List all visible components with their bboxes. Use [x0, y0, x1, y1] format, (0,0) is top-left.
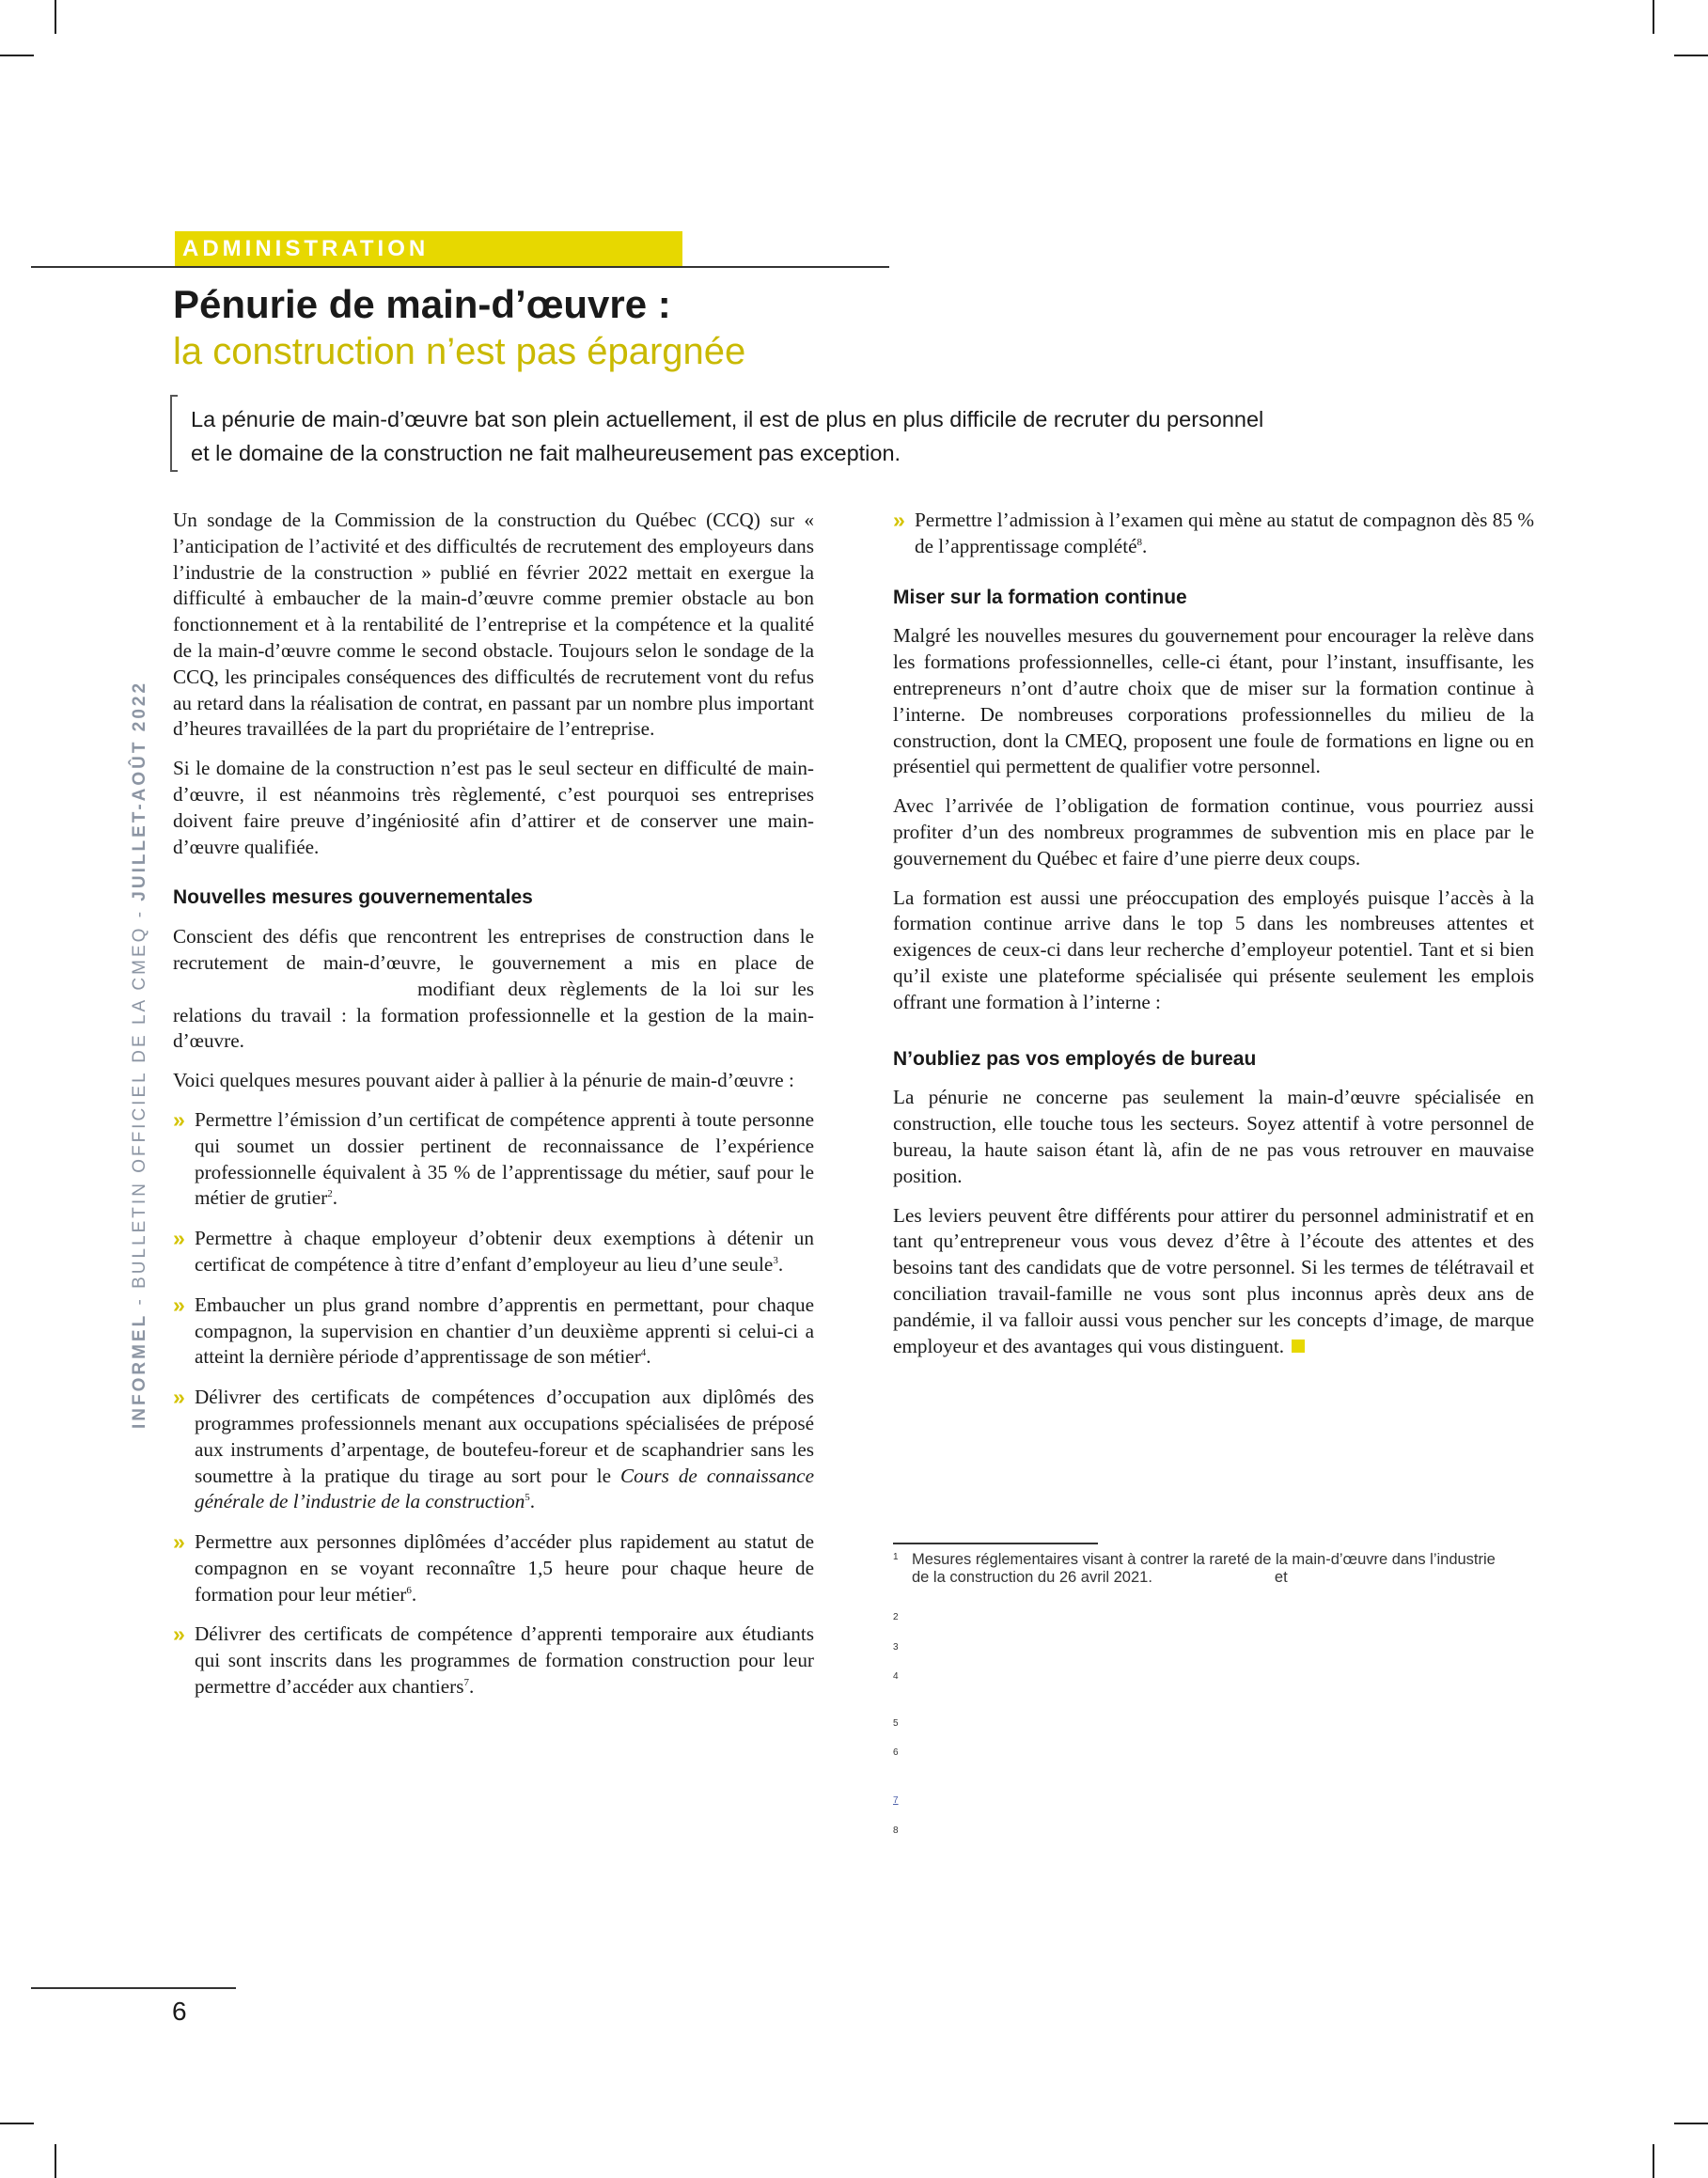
paragraph-part: Conscient des défis que rencontrent les entreprises de construction dans le recrutement de main-d’œuvre, le gouvernement a mis en place de — [173, 925, 814, 974]
chevron-icon: » — [173, 1385, 185, 1410]
footnote-ref[interactable]: 3 — [773, 1254, 778, 1266]
list-item-text: Délivrer des certificats de compétence d’apprenti temporaire aux étudiants qui sont inscrits dans les programmes de formation construction pour leur permettre d’accéder aux chantiers — [195, 1622, 814, 1699]
footnote-text — [912, 1551, 1513, 1587]
list-item-text: Permettre aux personnes diplômées d’accéder plus rapidement au statut de compagnon en se voyant reconnaître 1,5 heure pour chaque heure de formation pour leur métier — [195, 1530, 814, 1606]
footnote-ref[interactable]: 4 — [640, 1347, 647, 1359]
footnote-number: 3 — [893, 1642, 899, 1653]
chevron-icon: » — [173, 1622, 185, 1647]
paragraph — [893, 1203, 1534, 1360]
footnote-ref[interactable]: 8 — [1136, 536, 1142, 548]
section-rule — [31, 266, 889, 268]
paragraph-part: modifiant deux règlements de la loi sur les relations du travail : la formation professionnelle et la gestion de la main-d’œuvre. — [173, 977, 814, 1053]
footnote-number: 5 — [893, 1718, 899, 1729]
crop-mark — [0, 2123, 34, 2124]
list-item-text: Permettre à chaque employeur d’obtenir deux exemptions à détenir un certificat de compétence à titre d’enfant d’employeur au lieu d’une seule — [195, 1227, 814, 1276]
paragraph: Malgré les nouvelles mesures du gouvernement pour encourager la relève dans les formations professionnelles, celle-ci étant, pour l’instant, insuffisante, les entrepreneurs n’ont d’autre choix que de miser sur la formation continue à l’interne. De nombreuses corporations professionnelles du milieu de la construction, dont la CMEQ, proposent une foule de formations en ligne ou en présentiel qui permettent de qualifier votre personnel. — [893, 624, 1534, 778]
footnote-number: 8 — [893, 1825, 899, 1836]
left-column — [173, 508, 814, 1715]
list-item-text: Délivrer des certificats de compétences d’occupation aux diplômés des programmes professionnels menant aux occupations spécialisées de préposé aux instruments d’arpentage, de boutefeu-foreur et de scaphandrier sans les soumettre à la pratique du tirage au sort pour le — [195, 1386, 814, 1487]
crop-mark — [1653, 0, 1654, 34]
measures-list-continued — [893, 508, 1534, 560]
paragraph: Un sondage de la Commission de la construction du Québec (CCQ) sur « l’anticipation de l’activité et des difficultés de recrutement des employeurs dans l’industrie de la construction » publié en février 2022 mettait en exergue la difficulté à embaucher de la main-d’œuvre comme premier obstacle au bon fonctionnement et à la rentabilité de l’entreprise et la compétence et la qualité de la main-d’œuvre comme le second obstacle. Toujours selon le sondage de la CCQ, les principales conséquences des difficultés de recrutement vont du refus au retard dans la réalisation de contrat, en passant par un nombre plus important d’heures travaillées de la part du propriétaire de l’entreprise. — [173, 509, 814, 741]
footnote-text-tail: et — [1274, 1569, 1288, 1586]
page-number: 6 — [172, 1997, 187, 2026]
article-title: Pénurie de main-d’œuvre : — [173, 282, 671, 326]
list-item: » Permettre l’émission d’un certificat de compétence apprenti à toute personne qui soumet un dossier pertinent de reconnaissance de l’expérience professionnelle équivalent à 35 % de l’apprentissage du métier, sauf pour le métier de grutier$^2$. — [173, 1106, 814, 1210]
footnote-number[interactable]: 7 — [893, 1795, 899, 1806]
footnote-number: 6 — [893, 1747, 899, 1758]
section-heading: Miser sur la formation continue — [893, 586, 1187, 608]
paragraph: La formation est aussi une préoccupation des employés puisque l’accès à la formation continue arrive dans le top 5 dans les nombreuses attentes et exigences de ceux-ci dans leur recherche d’employeur potentiel. Tant et si bien qu’il existe une plateforme spécialisée qui présente seulement les emplois offrant une formation à l’interne : — [893, 885, 1534, 1013]
list-item-text: Embaucher un plus grand nombre d’apprentis en permettant, pour chaque compagnon, la supervision en chantier d’un deuxième apprenti si celui-ci a atteint la dernière période d’apprentissage de son métier — [195, 1293, 814, 1369]
separator: - — [130, 1288, 149, 1313]
footnote-rule — [893, 1543, 1098, 1544]
lead-line: et le domaine de la construction ne fait malheureusement pas exception. — [191, 441, 901, 465]
list-item: » Embaucher un plus grand nombre d’apprentis en permettant, pour chaque compagnon, la supervision en chantier d’un deuxième apprenti si celui-ci a atteint la dernière période d’apprentissage de son métier$^4$. — [173, 1292, 814, 1369]
paragraph — [173, 924, 814, 1055]
section-heading: Nouvelles mesures gouvernementales — [173, 886, 533, 909]
right-column — [893, 508, 1534, 1372]
crop-mark — [55, 2144, 56, 2178]
lead-paragraph — [191, 402, 1338, 470]
crop-mark — [1653, 2144, 1654, 2178]
separator: - — [130, 901, 149, 926]
list-item: » Permettre aux personnes diplômées d’accéder plus rapidement au statut de compagnon en se voyant reconnaître 1,5 heure pour chaque heure de formation pour leur métier$^6$. — [173, 1529, 814, 1606]
footnote-text-main: Mesures réglementaires visant à contrer la rareté de la main-d’œuvre dans l’industrie de la construction du 26 avril 2021. — [912, 1551, 1496, 1586]
crop-mark — [55, 0, 56, 34]
footnote-ref[interactable]: 7 — [463, 1677, 469, 1689]
paragraph-text: Les leviers peuvent être différents pour attirer du personnel administratif et en tant qu’entrepreneur vous vous devez d’être à l’écoute des attentes et des besoins tant des candidats que de votre personnel. Si les termes de télétravail et conciliation travail-famille ne vous sont plus inconnus après deux ans de pandémie, il va falloir aussi vous pencher sur les concepts d’image, de marque employeur et des avantages qui vous distinguent. — [893, 1203, 1534, 1357]
paragraph: Avec l’arrivée de l’obligation de formation continue, vous pourriez aussi profiter d’un des nombreux programmes de subvention mis en place par le gouvernement du Québec et faire d’une pierre deux coups. — [893, 794, 1534, 870]
list-item: » Délivrer des certificats de compétences d’occupation aux diplômés des programmes professionnels menant aux occupations spécialisées de préposé aux instruments d’arpentage, de boutefeu-foreur et de scaphandrier sans les soumettre à la pratique du tirage au sort pour le Cours de connaissance générale de l’industrie de la construction$^5$. — [173, 1385, 814, 1513]
paragraph: La pénurie ne concerne pas seulement la main-d’œuvre spécialisée en construction, elle touche tous les secteurs. Soyez attentif à votre personnel de bureau, la haute saison étant là, afin de ne pas vous retrouver en mauvaise position. — [893, 1086, 1534, 1187]
bulletin-name: BULLETIN OFFICIEL DE LA CMEQ — [130, 925, 149, 1289]
crop-mark — [1674, 55, 1708, 56]
lead-bracket — [170, 395, 178, 472]
chevron-icon: » — [173, 1226, 185, 1251]
list-item: » Délivrer des certificats de compétence d’apprenti temporaire aux étudiants qui sont inscrits dans les programmes de formation construction pour leur permettre d’accéder aux chantiers$^7$. — [173, 1622, 814, 1699]
publication-sidebar — [130, 681, 150, 1429]
end-mark-icon — [1292, 1340, 1305, 1353]
list-item-text: Permettre l’émission d’un certificat de compétence apprenti à toute personne qui soumet un dossier pertinent de reconnaissance de l’expérience professionnelle équivalent à 35 % de l’apprentissage du métier, sauf pour le métier de grutier — [195, 1107, 814, 1210]
footnote-ref[interactable]: 5 — [525, 1492, 530, 1504]
chevron-icon: » — [173, 1292, 185, 1317]
paragraph: Voici quelques mesures pouvant aider à pallier à la pénurie de main-d’œuvre : — [173, 1069, 794, 1092]
chevron-icon: » — [173, 1529, 185, 1555]
chevron-icon: » — [893, 508, 905, 532]
page-rule — [31, 1987, 236, 1989]
footnote-ref[interactable]: 6 — [406, 1584, 412, 1596]
footnote-number: 1 — [893, 1552, 899, 1562]
section-label: ADMINISTRATION — [175, 231, 682, 267]
publication-name: INFORMEL — [130, 1312, 149, 1429]
list-item: » Permettre l’admission à l’examen qui mène au statut de compagnon dès 85 % de l’apprentissage complété$^8$. — [893, 508, 1534, 557]
measures-list — [173, 1107, 814, 1700]
section-heading: N’oubliez pas vos employés de bureau — [893, 1047, 1257, 1070]
issue-date: JUILLET-AOÛT 2022 — [130, 680, 149, 901]
course-title: Cours de connaissance générale de l’industrie de la construction — [195, 1464, 814, 1513]
lead-line: La pénurie de main-d’œuvre bat son plein actuellement, il est de plus en plus difficile de recruter du personnel — [191, 407, 1264, 431]
footnote-number: 4 — [893, 1671, 899, 1682]
footnote-ref[interactable]: 2 — [327, 1188, 333, 1200]
crop-mark — [1674, 2123, 1708, 2124]
article-subtitle: la construction n’est pas épargnée — [173, 331, 746, 372]
crop-mark — [0, 55, 34, 56]
list-item: » Permettre à chaque employeur d’obtenir deux exemptions à détenir un certificat de compétence à titre d’enfant d’employeur au lieu d’une seule$^3$. — [173, 1226, 814, 1276]
list-item-text: Permettre l’admission à l’examen qui mène au statut de compagnon dès 85 % de l’apprentissage complété — [915, 509, 1534, 557]
footnote-number: 2 — [893, 1612, 899, 1622]
paragraph: Si le domaine de la construction n’est pas le seul secteur en difficulté de main-d’œuvre, il est néanmoins très règlementé, c’est pourquoi ses entreprises doivent faire preuve d’ingéniosité afin d’attirer et de conserver une main-d’œuvre qualifiée. — [173, 757, 814, 858]
chevron-icon: » — [173, 1106, 185, 1132]
